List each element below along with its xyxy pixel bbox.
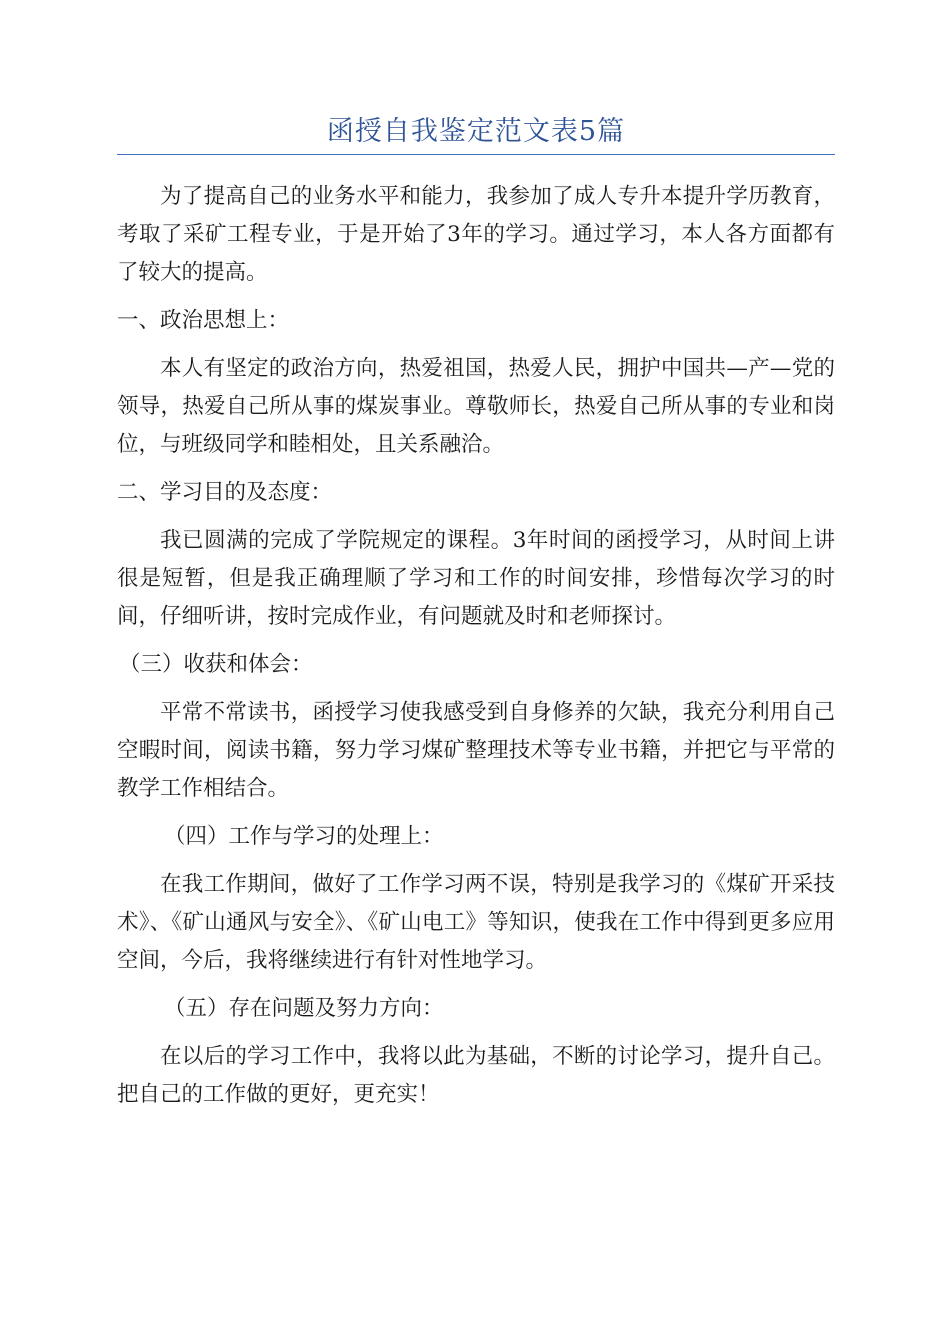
section-heading-politics: 一、政治思想上：	[117, 308, 290, 333]
section-heading-gains: （三）收获和体会：	[119, 652, 313, 677]
section-heading-work-study: （四）工作与学习的处理上：	[164, 824, 444, 849]
intro-paragraph: 为了提高自己的业务水平和能力，我参加了成人专升本提升学历教育，考取了采矿工程专业，于是开始了3年的学习。通过学习，本人各方面都有了较大的提高。	[117, 184, 835, 285]
problems-paragraph: 在以后的学习工作中，我将以此为基础，不断的讨论学习，提升自己。把自己的工作做的更好，更充实！	[117, 1044, 835, 1107]
section-heading-problems: （五）存在问题及努力方向：	[164, 996, 444, 1021]
document-body	[117, 178, 835, 1114]
section-heading-study-attitude: 二、学习目的及态度：	[117, 480, 333, 505]
study-attitude-paragraph: 我已圆满的完成了学院规定的课程。3年时间的函授学习，从时间上讲很是短暂，但是我正确理顺了学习和工作的时间安排，珍惜每次学习的时间，仔细听讲，按时完成作业，有问题就及时和老师探讨。	[117, 528, 835, 629]
work-study-paragraph: 在我工作期间，做好了工作学习两不误，特别是我学习的《煤矿开采技术》、《矿山通风与安全》、《矿山电工》等知识，使我在工作中得到更多应用空间，今后，我将继续进行有针对性地学习。	[117, 872, 835, 973]
gains-paragraph: 平常不常读书，函授学习使我感受到自身修养的欠缺，我充分利用自己空暇时间，阅读书籍，努力学习煤矿整理技术等专业书籍，并把它与平常的教学工作相结合。	[117, 700, 835, 801]
title-underline	[117, 154, 835, 155]
politics-paragraph: 本人有坚定的政治方向，热爱祖国，热爱人民，拥护中国共—产—党的领导，热爱自己所从事的煤炭事业。尊敬师长，热爱自己所从事的专业和岗位，与班级同学和睦相处，且关系融洽。	[117, 356, 835, 457]
document-title: 函授自我鉴定范文表5篇	[326, 116, 626, 147]
